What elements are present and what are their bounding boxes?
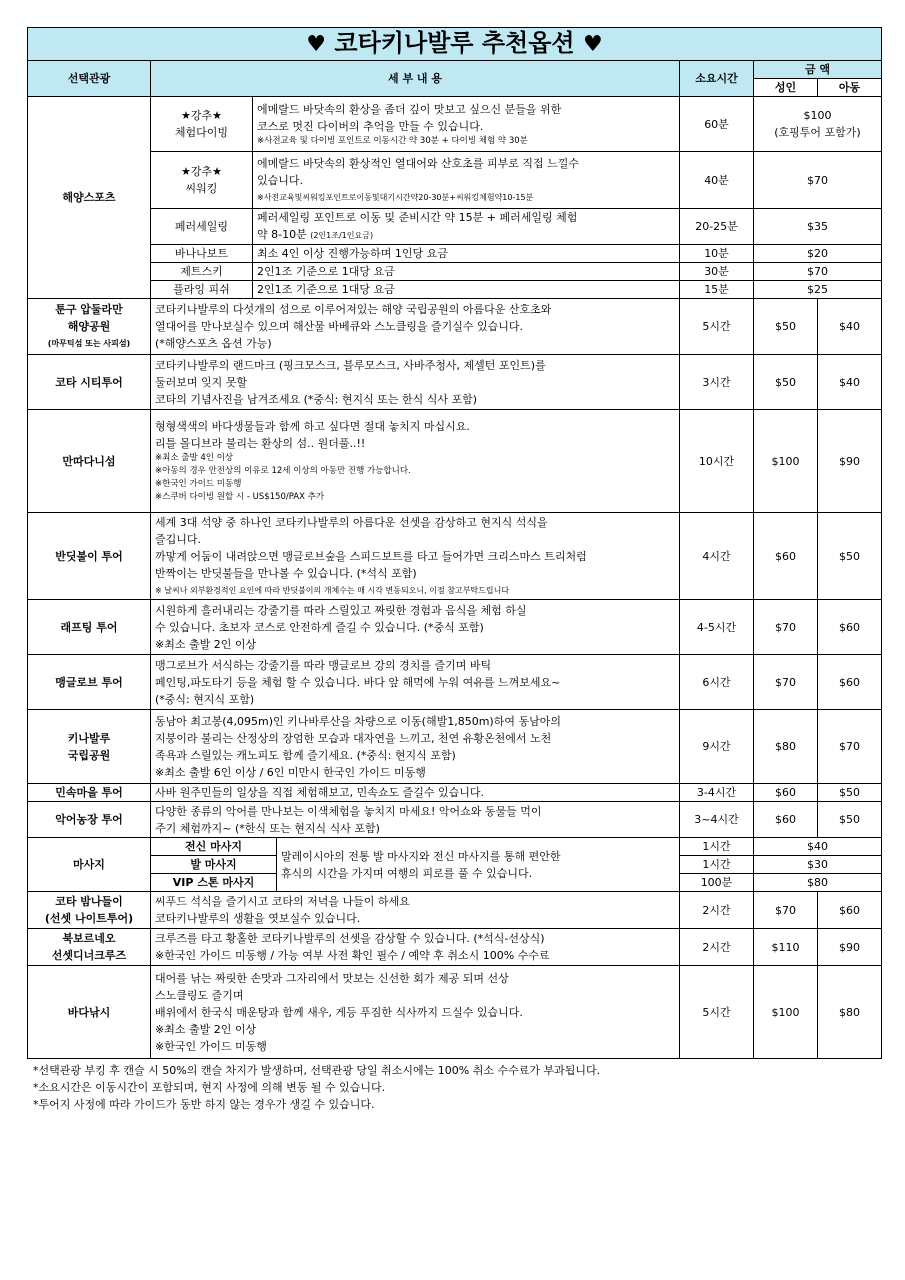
marine-item-name: ★강추★ 체험다이빙 [151, 97, 253, 152]
header-child: 아동 [818, 79, 882, 97]
marine-item-name: 제트스키 [151, 263, 253, 281]
tour-adult-price: $70 [754, 655, 818, 710]
marine-item-desc: 에메랄드 바닷속의 환상을 좀더 깊이 맛보고 싶으신 분들을 위한 코스로 멋진 다이버의 추억을 만들 수 있습니다. ※사전교육 및 다이빙 포인트로 이동시간 약 30분 + 다이빙 체험 약 30분 [253, 97, 680, 152]
tour-name: 민속마을 투어 [28, 784, 151, 802]
header-adult: 성인 [754, 79, 818, 97]
tour-child-price: $60 [818, 892, 882, 929]
tour-time: 6시간 [680, 655, 754, 710]
title-text: 코타키나발루 추천옵션 [334, 29, 575, 57]
tour-adult-price: $60 [754, 784, 818, 802]
tour-child-price: $40 [818, 355, 882, 410]
tour-desc: 시원하게 흘러내리는 강줄기를 따라 스릴있고 짜릿한 경험과 음식을 체험 하실 수 있습니다. 초보자 코스로 안전하게 즐길 수 있습니다. (*중식 포함) ※최소 출발 2인 이상 [151, 600, 680, 655]
options-sheet [27, 27, 881, 1113]
tour-desc: 세계 3대 석양 중 하나인 코타키나발루의 아름다운 선셋을 감상하고 현지식 석식을 즐깁니다. 까맣게 어둠이 내려앉으면 맹글로브숲을 스피드보트를 타고 들어가면 크리스마스 트리처럼 반짝이는 반딧불들을 만나볼 수 있습니다. (*석식 포함) ※ 날씨나 외부환경적인 요인에 따라 반딧불이의 개체수는 매 시각 변동되오니, 이점 참고부탁드립니다 [151, 513, 680, 600]
marine-sports-name: 해양스포츠 [28, 97, 151, 299]
tour-time: 3~4시간 [680, 802, 754, 838]
tour-name: 키나발루 국립공원 [28, 710, 151, 784]
tour-time: 5시간 [680, 966, 754, 1059]
tour-adult-price: $60 [754, 513, 818, 600]
tour-time: 4-5시간 [680, 600, 754, 655]
tour-name: 코타 밤나들이 (선셋 나이트투어) [28, 892, 151, 929]
tour-desc: 동남아 최고봉(4,095m)인 키나바루산을 차량으로 이동(해발1,850m)하여 동남아의 지붕이라 불리는 산정상의 장엄한 모습과 대자연을 느끼고, 천연 유황온천에서 노천 족욕과 스릴있는 캐노피도 함께 즐기세요. (*중식: 현지식 포함) ※최소 출발 6인 이상 / 6인 미만시 한국인 가이드 미동행 [151, 710, 680, 784]
marine-item-time: 30분 [680, 263, 754, 281]
footnote: *소요시간은 이동시간이 포함되며, 현지 사정에 의해 변동 될 수 있습니다. [33, 1081, 386, 1094]
tour-desc: 맹그로브가 서식하는 강줄기를 따라 맹글로브 강의 경치를 즐기며 바틱 페인팅,파도타기 등을 체험 할 수 있습니다. 바다 앞 해먹에 누워 여유를 느껴보세요~ (*중식: 현지식 포함) [151, 655, 680, 710]
tour-child-price: $50 [818, 784, 882, 802]
tour-desc: 대어를 낚는 짜릿한 손맛과 그자리에서 맛보는 신선한 회가 제공 되며 선상 스노클링도 즐기며 배위에서 한국식 매운탕과 함께 새우, 게등 푸짐한 식사까지 드실수 있습니다. ※최소 출발 2인 이상 ※한국인 가이드 미동행 [151, 966, 680, 1059]
tour-adult-price: $70 [754, 600, 818, 655]
header-tour: 선택관광 [28, 61, 151, 97]
tour-time: 9시간 [680, 710, 754, 784]
tour-child-price: $40 [818, 299, 882, 355]
massage-item-time: 1시간 [680, 838, 754, 856]
tour-name: 바다낚시 [28, 966, 151, 1059]
tour-time: 2시간 [680, 892, 754, 929]
marine-item-name: 플라잉 피쉬 [151, 281, 253, 299]
massage-item-name: 발 마사지 [151, 856, 277, 874]
tour-time: 3시간 [680, 355, 754, 410]
tour-time: 10시간 [680, 410, 754, 513]
marine-item-time: 60분 [680, 97, 754, 152]
tour-child-price: $60 [818, 600, 882, 655]
tour-child-price: $90 [818, 929, 882, 966]
massage-item-price: $80 [754, 874, 882, 892]
massage-item-price: $30 [754, 856, 882, 874]
tour-adult-price: $100 [754, 966, 818, 1059]
tour-name: 반딧불이 투어 [28, 513, 151, 600]
footnote: *선택관광 부킹 후 캔슬 시 50%의 캔슬 차지가 발생하며, 선택관광 당일 취소시에는 100% 취소 수수료가 부과됩니다. [33, 1064, 601, 1077]
massage-item-time: 1시간 [680, 856, 754, 874]
marine-item-name: 바나나보트 [151, 245, 253, 263]
tour-desc: 씨푸드 석식을 즐기시고 코타의 저녁을 나들이 하세요 코타키나발루의 생활을 엿보실수 있습니다. [151, 892, 680, 929]
massage-item-name: VIP 스톤 마사지 [151, 874, 277, 892]
marine-item-price: $70 [754, 152, 882, 209]
tour-adult-price: $60 [754, 802, 818, 838]
header-duration: 소요시간 [680, 61, 754, 97]
heart-icon: ♥ [582, 32, 603, 57]
tour-child-price: $50 [818, 802, 882, 838]
tour-time: 2시간 [680, 929, 754, 966]
marine-item-desc: 2인1조 기준으로 1대당 요금 [253, 263, 680, 281]
tour-time: 5시간 [680, 299, 754, 355]
tour-child-price: $70 [818, 710, 882, 784]
marine-item-time: 15분 [680, 281, 754, 299]
footnote: *투어지 사정에 따라 가이드가 동반 하지 않는 경우가 생길 수 있습니다. [33, 1098, 375, 1111]
tour-desc: 형형색색의 바다생물들과 함께 하고 싶다면 절대 놓치지 마십시요. 리틀 몰디브라 불리는 환상의 섬.. 원더풀..!! ※최소 출발 4인 이상 ※아동의 경우 안전상의 이유로 12세 이상의 아동만 진행 가능합니다. ※한국인 가이드 미동행 ※스쿠버 다이빙 원할 시 - US$150/PAX 추가 [151, 410, 680, 513]
tour-child-price: $90 [818, 410, 882, 513]
footnotes [27, 1062, 881, 1113]
heart-icon: ♥ [306, 32, 327, 57]
header-details: 세 부 내 용 [151, 61, 680, 97]
tour-desc: 사바 원주민들의 일상을 직접 체험해보고, 민속쇼도 즐길수 있습니다. [151, 784, 680, 802]
options-table [27, 27, 882, 1059]
marine-item-price: $100 (호핑투어 포함가) [754, 97, 882, 152]
marine-item-price: $70 [754, 263, 882, 281]
tour-desc: 코타키나발루의 랜드마크 (핑크모스크, 블루모스크, 사바주청사, 제셀턴 포인트)를 둘러보며 잊지 못할 코타의 기념사진을 남겨조세요 (*중식: 현지식 또는 한식 식사 포함) [151, 355, 680, 410]
marine-item-desc: 최소 4인 이상 진행가능하며 1인당 요금 [253, 245, 680, 263]
marine-item-time: 20-25분 [680, 209, 754, 245]
tour-time: 3-4시간 [680, 784, 754, 802]
tour-adult-price: $100 [754, 410, 818, 513]
massage-item-name: 전신 마사지 [151, 838, 277, 856]
tour-child-price: $80 [818, 966, 882, 1059]
massage-item-time: 100분 [680, 874, 754, 892]
marine-item-time: 40분 [680, 152, 754, 209]
tour-name: 악어농장 투어 [28, 802, 151, 838]
tour-adult-price: $70 [754, 892, 818, 929]
tour-time: 4시간 [680, 513, 754, 600]
tour-name: 북보르네오 선셋디너크루즈 [28, 929, 151, 966]
marine-item-desc: 에메랄드 바닷속의 환상적인 열대어와 산호초를 피부로 직접 느낄수 있습니다. ※사전교육및씨워킹포인트로이동및대기시간약20-30분+씨워킹체험약10-15분 [253, 152, 680, 209]
massage-name: 마사지 [28, 838, 151, 892]
marine-item-name: ★강추★ 씨워킹 [151, 152, 253, 209]
marine-item-price: $20 [754, 245, 882, 263]
tour-desc: 코타키나발루의 다섯개의 섬으로 이루어져있는 해양 국립공원의 아름다운 산호초와 열대어를 만나보실수 있으며 해산물 바베큐와 스노클링을 즐기실수 있습니다. (*해양스포츠 옵션 가능) [151, 299, 680, 355]
marine-item-price: $35 [754, 209, 882, 245]
tour-name: 툰구 압둘라만 해양공원 (마무틱섬 또는 사피섬) [28, 299, 151, 355]
tour-child-price: $60 [818, 655, 882, 710]
tour-name: 맹글로브 투어 [28, 655, 151, 710]
marine-item-time: 10분 [680, 245, 754, 263]
tour-desc: 크루즈를 타고 황홀한 코타키나발루의 선셋을 감상할 수 있습니다. (*석식-선상식) ※한국인 가이드 미동행 / 가능 여부 사전 확인 필수 / 예약 후 취소시 100% 수수료 [151, 929, 680, 966]
massage-item-price: $40 [754, 838, 882, 856]
tour-name: 래프팅 투어 [28, 600, 151, 655]
tour-name: 코타 시티투어 [28, 355, 151, 410]
header-price: 금 액 [754, 61, 882, 79]
tour-adult-price: $80 [754, 710, 818, 784]
tour-name: 만따다니섬 [28, 410, 151, 513]
tour-adult-price: $50 [754, 299, 818, 355]
tour-desc: 다양한 종류의 악어를 만나보는 이색체험을 놓치지 마세요! 악어쇼와 동물들 먹이 주기 체험까지~ (*한식 또는 현지식 식사 포함) [151, 802, 680, 838]
marine-item-name: 페러세일링 [151, 209, 253, 245]
tour-child-price: $50 [818, 513, 882, 600]
page-title [28, 28, 882, 61]
massage-desc: 말레이시아의 전통 발 마사지와 전신 마사지를 통해 편안한 휴식의 시간을 가지며 여행의 피로를 풀 수 있습니다. [277, 838, 680, 892]
marine-item-desc: 페러세일링 포인트로 이동 및 준비시간 약 15분 + 페러세일링 체험 약 8-10분 (2인1조/1인요금) [253, 209, 680, 245]
marine-item-desc: 2인1조 기준으로 1대당 요금 [253, 281, 680, 299]
marine-item-price: $25 [754, 281, 882, 299]
tour-adult-price: $110 [754, 929, 818, 966]
tour-adult-price: $50 [754, 355, 818, 410]
